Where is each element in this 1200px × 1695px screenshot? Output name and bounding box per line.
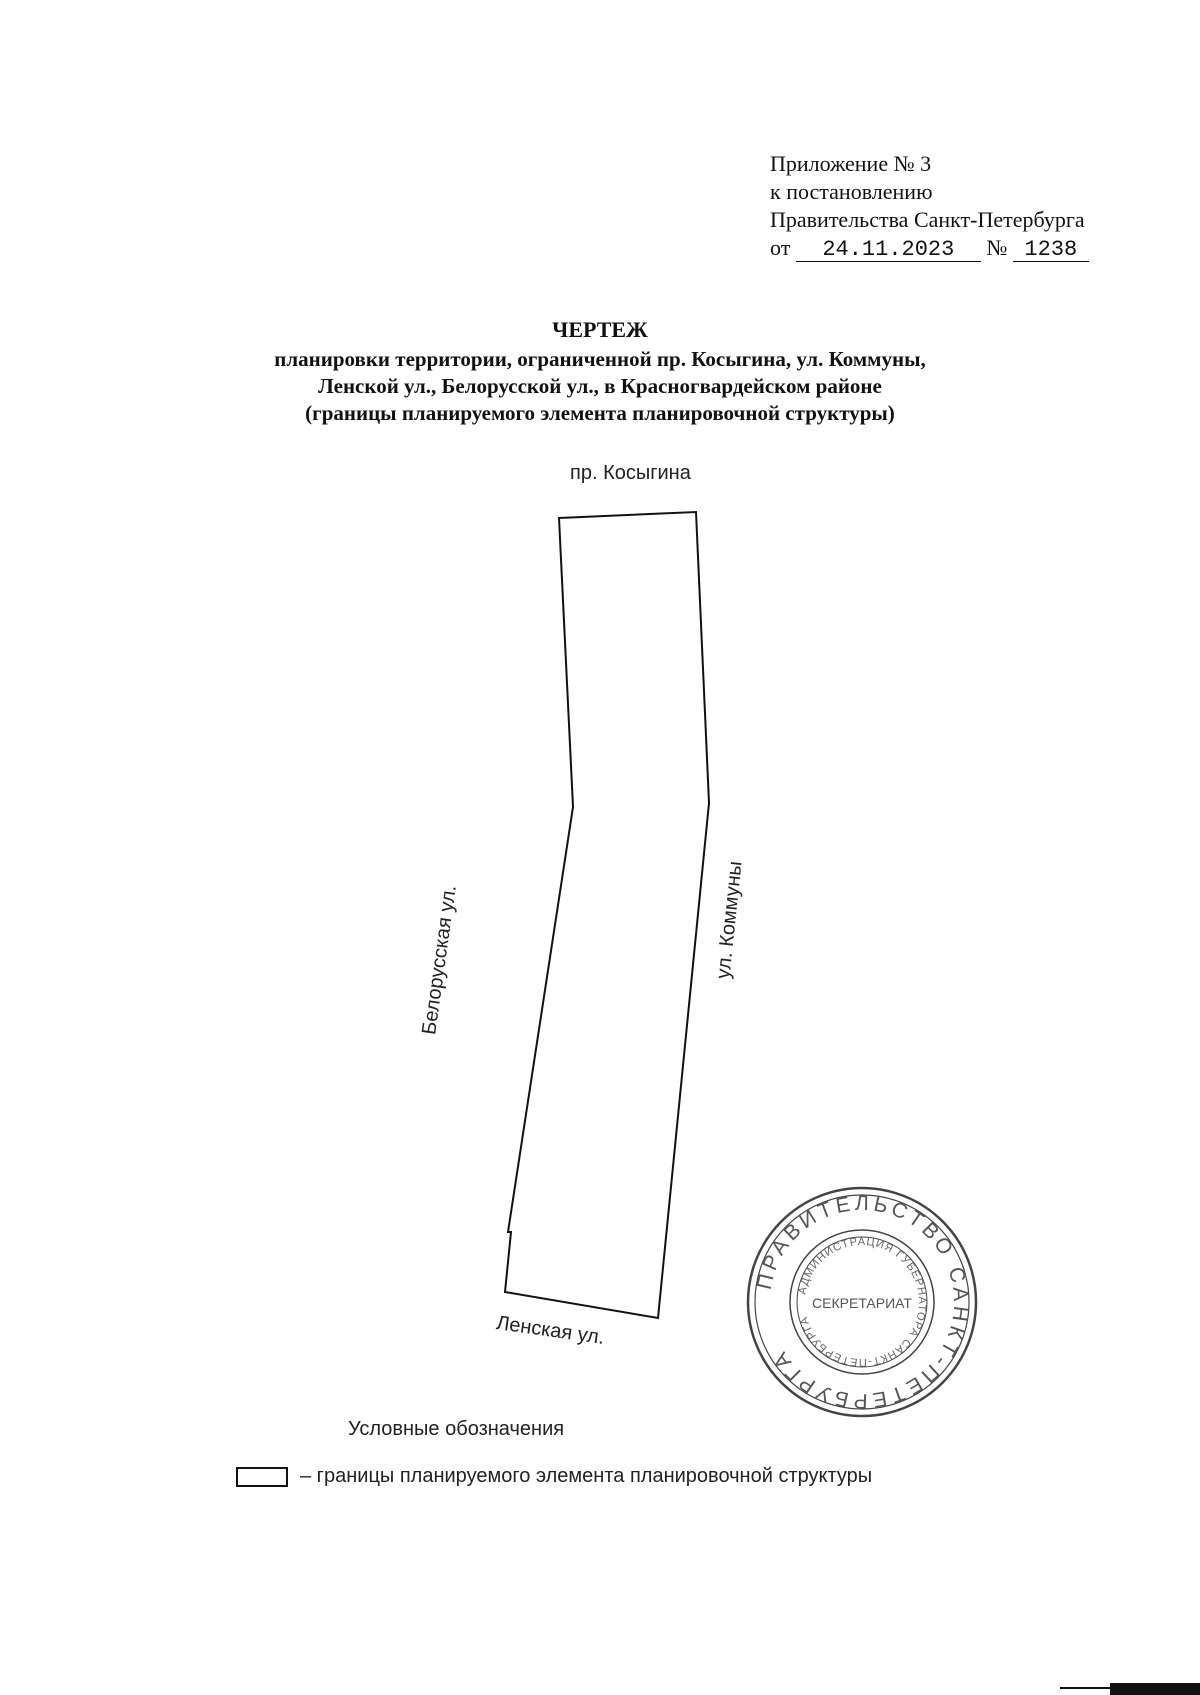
street-label-lenskaya: Ленская ул.	[494, 1312, 606, 1349]
street-label-belorusskaya: Белорусская ул.	[418, 883, 461, 1037]
street-label-kommuny: ул. Коммуны	[712, 859, 747, 980]
number-prefix: №	[986, 235, 1008, 260]
legend-title: Условные обозначения	[348, 1418, 565, 1440]
stamp-center-text: СЕКРЕТАРИАТ	[812, 1295, 912, 1311]
legend-item	[236, 1465, 872, 1488]
appendix-government: Правительства Санкт-Петербурга	[770, 207, 1085, 232]
decree-number: 1238	[1013, 239, 1089, 262]
stamp-outer-text: ПРАВИТЕЛЬСТВО САНКТ-ПЕТЕРБУРГА	[752, 1191, 973, 1413]
stamp-inner-text: АДМИНИСТРАЦИЯ ГУБЕРНАТОРА САНКТ-ПЕТЕРБУРГА	[796, 1235, 929, 1369]
title-main: ЧЕРТЕЖ	[552, 317, 648, 342]
official-stamp	[748, 1188, 976, 1416]
date-prefix: от	[770, 235, 791, 260]
title-line-1: планировки территории, ограниченной пр. Косыгина, ул. Коммуны,	[274, 347, 926, 371]
legend-boundary-swatch	[236, 1467, 288, 1487]
decree-date: 24.11.2023	[796, 239, 981, 262]
appendix-number: Приложение № 3	[770, 151, 932, 176]
territory-boundary	[505, 512, 709, 1318]
title-line-2: Ленской ул., Белорусской ул., в Красногвардейском районе	[318, 374, 882, 398]
footer-bar	[1110, 1683, 1200, 1695]
title-line-3: (границы планируемого элемента планировочной структуры)	[305, 401, 895, 425]
footer-line	[1060, 1687, 1110, 1689]
street-label-kosygina: пр. Косыгина	[570, 462, 691, 484]
legend-item-label: – границы планируемого элемента планировочной структуры	[300, 1465, 873, 1487]
appendix-decree: к постановлению	[770, 179, 933, 204]
